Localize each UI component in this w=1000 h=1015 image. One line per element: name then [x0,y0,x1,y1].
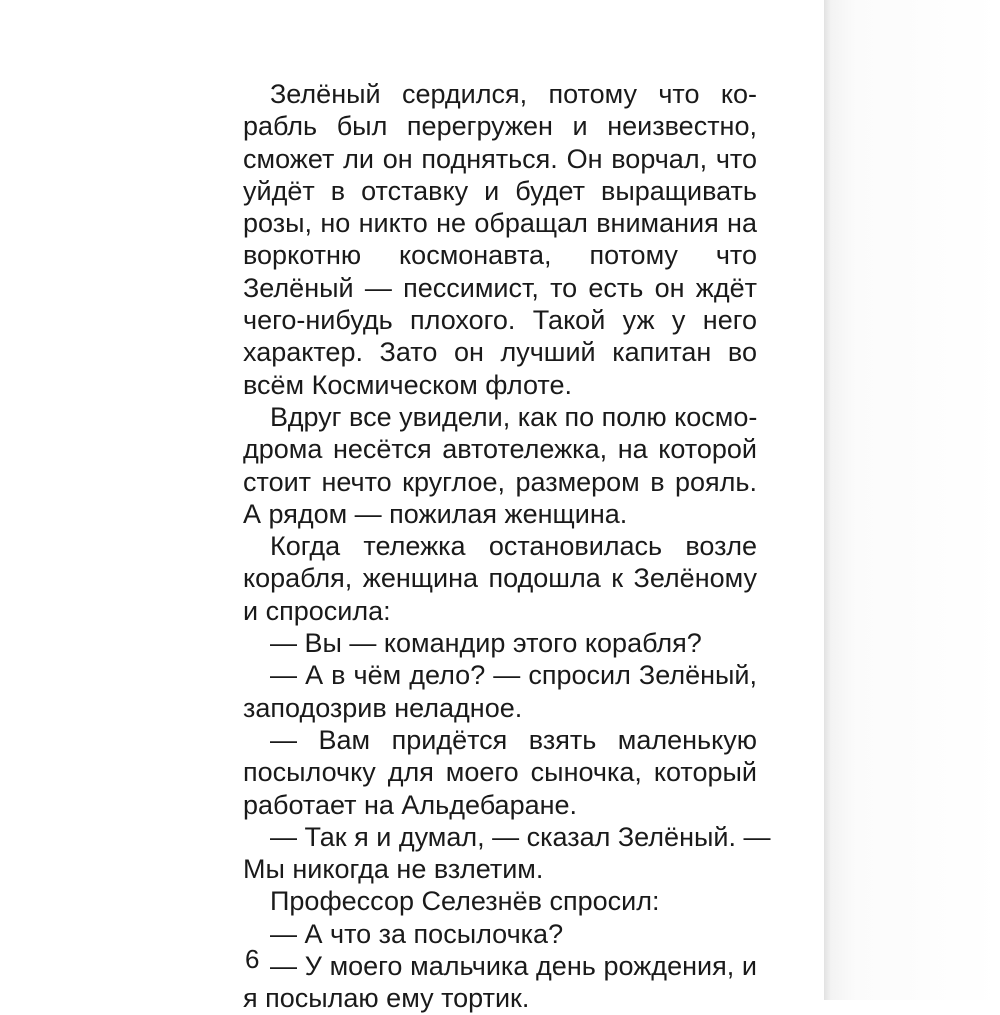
text-line: Мы никогда не взлетим. [243,854,544,885]
text-line: стоит нечто круглое, размером в рояль. [243,466,757,497]
text-line: уйдёт в отставку и будет выращивать [243,175,757,206]
text-line: воркотню космонавта, потому что [243,240,757,271]
text-line: всём Космическом флоте. [243,369,572,400]
text-line: Вдруг все увидели, как по полю космо- [270,401,758,432]
page-edge-shadow [824,0,1000,1000]
text-line: — А что за посылочка? [270,918,564,949]
text-line: чего-нибудь плохого. Такой уж у него [243,305,757,336]
text-line: корабля, женщина подошла к Зелёному [243,563,757,594]
text-line: розы, но никто не обращал внимания на [243,208,757,239]
text-line: я посылаю ему тортик. [243,983,530,1014]
text-line: заподозрив неладное. [243,692,523,723]
text-line: работает на Альдебаране. [243,789,578,820]
text-line: — Вы — командир этого корабля? [270,628,702,659]
text-line: — Так я и думал, — сказал Зелёный. — [270,821,771,852]
text-line: дрома несётся автотележка, на которой [243,434,757,465]
body-text [243,78,771,1015]
text-line: — У моего мальчика день рождения, и [270,951,757,982]
page-number: 6 [245,944,260,974]
text-line: А рядом — пожилая женщина. [243,498,628,529]
text-line: Зелёный сердился, потому что ко- [270,79,757,109]
text-line: посылочку для моего сыночка, который [243,757,757,788]
text-line: — А в чём дело? — спросил Зелёный, [270,660,757,691]
text-line: рабль был перегружен и неизвестно, [243,111,757,142]
text-line: Профессор Селезнёв спросил: [270,886,660,917]
text-line: сможет ли он подняться. Он ворчал, что [243,143,757,174]
text-line: Зелёный — пессимист, то есть он ждёт [243,272,757,303]
text-line: и спросила: [243,595,391,626]
text-line: характер. Зато он лучший капитан во [243,337,757,368]
text-line: Когда тележка остановилась возле [270,531,757,562]
text-line: — Вам придётся взять маленькую [270,724,757,755]
